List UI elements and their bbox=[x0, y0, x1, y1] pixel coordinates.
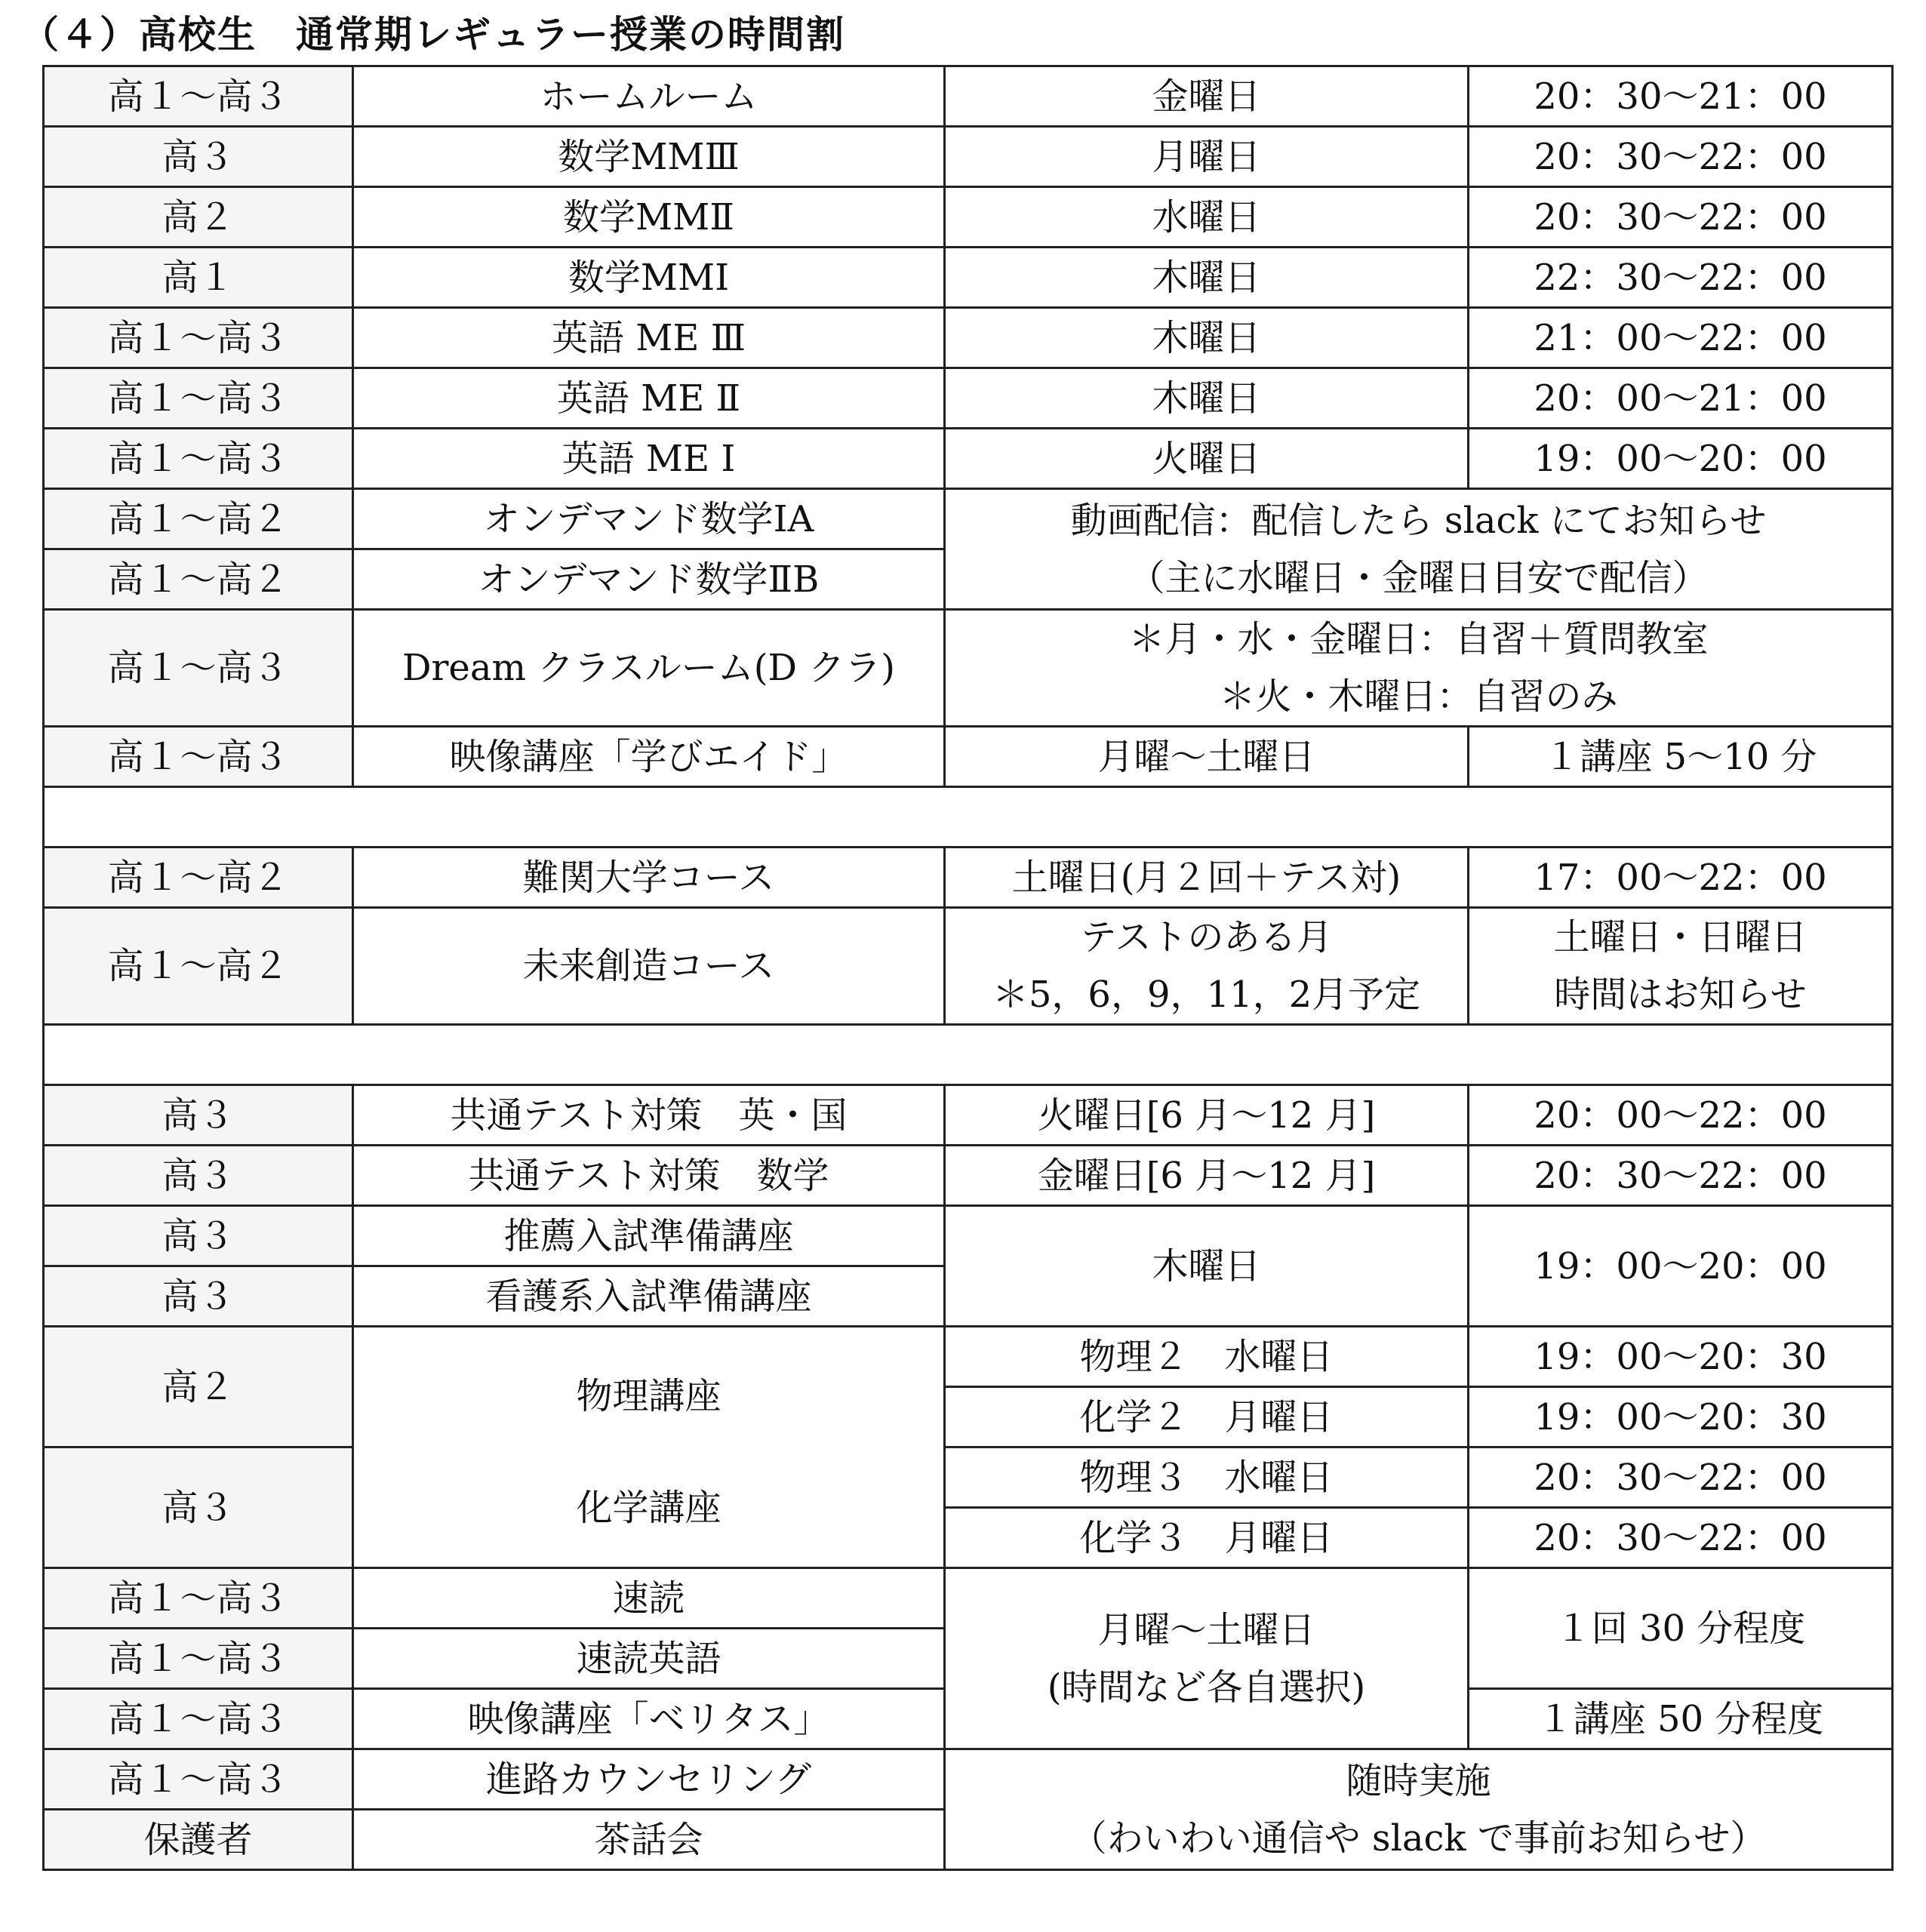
chemistry-course-label: 化学講座 bbox=[576, 1486, 721, 1529]
time-cell: 20：00～22：00 bbox=[1469, 1085, 1893, 1146]
grade-cell: 高２ bbox=[44, 1327, 353, 1447]
grade-cell: 高１～高３ bbox=[44, 429, 353, 489]
time-cell: 19：00～20：30 bbox=[1469, 1327, 1893, 1387]
course-cell: 映像講座「学びエイド」 bbox=[353, 727, 945, 787]
day-cell: 木曜日 bbox=[945, 368, 1469, 429]
ondemand-info-cell bbox=[945, 489, 1893, 610]
time-cell: 20：30～22：00 bbox=[1469, 127, 1893, 187]
grade-cell: 保護者 bbox=[44, 1810, 353, 1870]
counseling-info-line: （わいわい通信や slack で事前お知らせ） bbox=[1070, 1817, 1767, 1860]
grade-cell: 高１～高２ bbox=[44, 908, 353, 1025]
course-cell: 難関大学コース bbox=[353, 848, 945, 908]
table-row bbox=[44, 610, 1893, 727]
grade-cell: 高１～高３ bbox=[44, 66, 353, 127]
table-row bbox=[44, 1146, 1893, 1206]
grade-cell: 高１～高２ bbox=[44, 549, 353, 610]
course-cell: 推薦入試準備講座 bbox=[353, 1206, 945, 1266]
time-cell: 19：00～20：30 bbox=[1469, 1387, 1893, 1447]
table-row bbox=[44, 127, 1893, 187]
spacer-cell bbox=[44, 1025, 1893, 1085]
time-cell: 19：00～20：00 bbox=[1469, 1206, 1893, 1327]
time-cell: １講座 50 分程度 bbox=[1469, 1689, 1893, 1749]
course-cell: 英語 ME Ⅱ bbox=[353, 368, 945, 429]
grade-cell: 高１～高２ bbox=[44, 848, 353, 908]
time-cell: 20：30～22：00 bbox=[1469, 1447, 1893, 1508]
grade-cell: 高１～高３ bbox=[44, 1568, 353, 1629]
time-cell: 17：00～22：00 bbox=[1469, 848, 1893, 908]
page-title: （４）高校生 通常期レギュラー授業の時間割 bbox=[21, 13, 845, 57]
grade-cell: 高１～高３ bbox=[44, 727, 353, 787]
time-cell: 20：30～22：00 bbox=[1469, 1146, 1893, 1206]
course-cell: 茶話会 bbox=[353, 1810, 945, 1870]
day-cell: 月曜～土曜日 bbox=[945, 727, 1469, 787]
table-row bbox=[44, 1085, 1893, 1146]
course-cell: ホームルーム bbox=[353, 66, 945, 127]
grade-cell: 高３ bbox=[44, 1146, 353, 1206]
time-cell: 20：00～21：00 bbox=[1469, 368, 1893, 429]
course-cell: 未来創造コース bbox=[353, 908, 945, 1025]
day-cell: 木曜日 bbox=[945, 1206, 1469, 1327]
day-cell: 金曜日 bbox=[945, 66, 1469, 127]
grade-cell: 高１～高３ bbox=[44, 1749, 353, 1810]
course-cell: 共通テスト対策 数学 bbox=[353, 1146, 945, 1206]
course-cell: 数学MMⅢ bbox=[353, 127, 945, 187]
grade-cell: 高３ bbox=[44, 1206, 353, 1266]
time-cell: 22：30～22：00 bbox=[1469, 248, 1893, 308]
time-cell: 20：30～22：00 bbox=[1469, 187, 1893, 248]
table-row bbox=[44, 727, 1893, 787]
day-cell bbox=[945, 908, 1469, 1025]
grade-cell: 高１～高２ bbox=[44, 489, 353, 549]
ondemand-info-line: 動画配信：配信したら slack にてお知らせ bbox=[1070, 499, 1767, 542]
table-row bbox=[44, 1206, 1893, 1266]
time-line: 時間はお知らせ bbox=[1554, 974, 1807, 1016]
spacer-cell bbox=[44, 787, 1893, 848]
day-cell: 土曜日(月２回＋テス対) bbox=[945, 848, 1469, 908]
time-cell: 20：30～22：00 bbox=[1469, 1508, 1893, 1568]
day-cell: 物理２ 水曜日 bbox=[945, 1327, 1469, 1387]
physics-course-label: 物理講座 bbox=[576, 1374, 721, 1417]
table-row bbox=[44, 308, 1893, 368]
course-cell: 看護系入試準備講座 bbox=[353, 1266, 945, 1327]
course-cell: 進路カウンセリング bbox=[353, 1749, 945, 1810]
course-cell: 数学MMⅡ bbox=[353, 187, 945, 248]
course-cell: 映像講座「ベリタス」 bbox=[353, 1689, 945, 1749]
grade-cell: 高１～高３ bbox=[44, 1629, 353, 1689]
table-row bbox=[44, 1749, 1893, 1810]
grade-cell: 高１ bbox=[44, 248, 353, 308]
day-cell: 水曜日 bbox=[945, 187, 1469, 248]
course-cell: 英語 ME Ⅰ bbox=[353, 429, 945, 489]
grade-cell: 高１～高３ bbox=[44, 610, 353, 727]
time-cell bbox=[1469, 908, 1893, 1025]
course-cell: オンデマンド数学ⅡB bbox=[353, 549, 945, 610]
day-cell: 月曜日 bbox=[945, 127, 1469, 187]
course-cell: Dream クラスルーム(D クラ) bbox=[353, 610, 945, 727]
table-row bbox=[44, 187, 1893, 248]
course-cell: 英語 ME Ⅲ bbox=[353, 308, 945, 368]
table-row bbox=[44, 908, 1893, 1025]
course-cell: 速読英語 bbox=[353, 1629, 945, 1689]
course-cell: 共通テスト対策 英・国 bbox=[353, 1085, 945, 1146]
table-row bbox=[44, 1447, 1893, 1508]
table-row bbox=[44, 248, 1893, 308]
day-cell: 火曜日 bbox=[945, 429, 1469, 489]
table-row bbox=[44, 66, 1893, 127]
grade-cell: 高１～高３ bbox=[44, 308, 353, 368]
time-cell: 21：00～22：00 bbox=[1469, 308, 1893, 368]
day-cell: 化学３ 月曜日 bbox=[945, 1508, 1469, 1568]
course-cell: オンデマンド数学ⅠA bbox=[353, 489, 945, 549]
course-cell: 数学MMⅠ bbox=[353, 248, 945, 308]
day-cell: 木曜日 bbox=[945, 308, 1469, 368]
day-line: テストのある月 bbox=[1080, 916, 1333, 958]
spacer-row bbox=[44, 787, 1893, 848]
day-cell: 化学２ 月曜日 bbox=[945, 1387, 1469, 1447]
course-cell: 速読 bbox=[353, 1568, 945, 1629]
grade-cell: 高３ bbox=[44, 1447, 353, 1568]
dream-info-line: ＊火・木曜日：自習のみ bbox=[1219, 675, 1618, 718]
table-row bbox=[44, 1327, 1893, 1387]
time-cell: １回 30 分程度 bbox=[1469, 1568, 1893, 1689]
table-row bbox=[44, 368, 1893, 429]
time-cell: 20：30～21：00 bbox=[1469, 66, 1893, 127]
counseling-info-line: 随時実施 bbox=[1346, 1759, 1491, 1802]
time-line: 土曜日・日曜日 bbox=[1553, 916, 1808, 958]
dream-info-cell bbox=[945, 610, 1893, 727]
day-cell: 金曜日[6 月～12 月] bbox=[945, 1146, 1469, 1206]
day-line: 月曜～土曜日 bbox=[1097, 1608, 1315, 1651]
time-cell: 19：00～20：00 bbox=[1469, 429, 1893, 489]
day-line: ＊5，6，9，11，2月予定 bbox=[992, 974, 1421, 1016]
grade-cell: 高３ bbox=[44, 1085, 353, 1146]
table-row bbox=[44, 489, 1893, 549]
day-line: (時間など各自選択) bbox=[1047, 1666, 1366, 1709]
table-row bbox=[44, 848, 1893, 908]
grade-cell: 高１～高３ bbox=[44, 368, 353, 429]
time-cell: １講座 5～10 分 bbox=[1469, 727, 1893, 787]
table-row bbox=[44, 429, 1893, 489]
day-cell: 物理３ 水曜日 bbox=[945, 1447, 1469, 1508]
science-course-cell bbox=[353, 1327, 945, 1568]
grade-cell: 高１～高３ bbox=[44, 1689, 353, 1749]
day-cell: 木曜日 bbox=[945, 248, 1469, 308]
table-row bbox=[44, 1568, 1893, 1629]
dream-info-line: ＊月・水・金曜日：自習＋質問教室 bbox=[1128, 618, 1709, 660]
reading-day-cell bbox=[945, 1568, 1469, 1749]
spacer-row bbox=[44, 1025, 1893, 1085]
counseling-info-cell bbox=[945, 1749, 1893, 1870]
grade-cell: 高３ bbox=[44, 1266, 353, 1327]
schedule-table bbox=[42, 65, 1894, 1871]
day-cell: 火曜日[6 月～12 月] bbox=[945, 1085, 1469, 1146]
grade-cell: 高２ bbox=[44, 187, 353, 248]
ondemand-info-line: （主に水曜日・金曜日目安で配信） bbox=[1128, 556, 1709, 599]
grade-cell: 高３ bbox=[44, 127, 353, 187]
